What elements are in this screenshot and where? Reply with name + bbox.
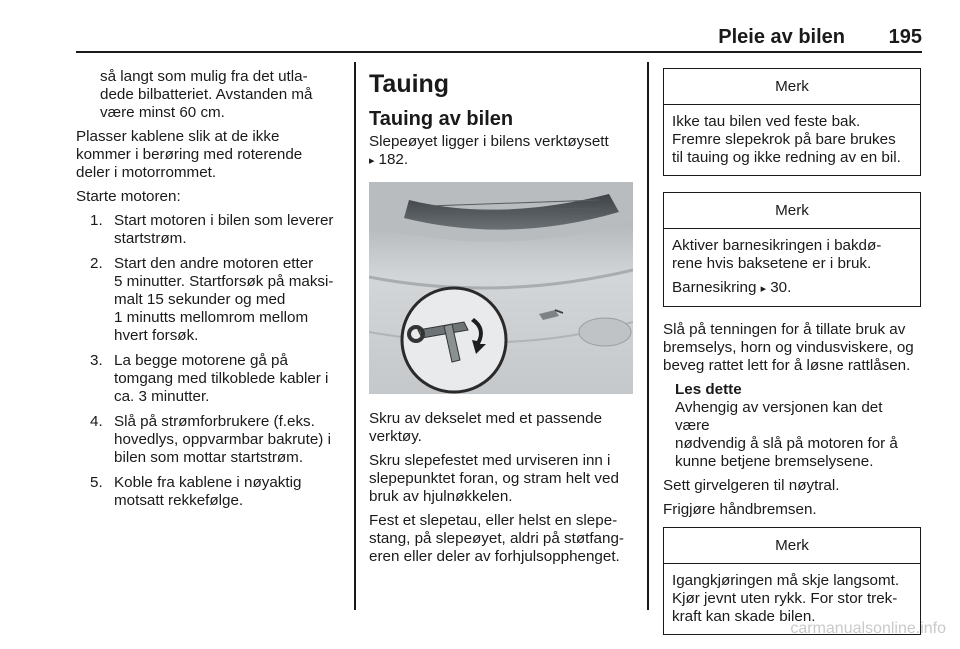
header-title: Pleie av bilen xyxy=(718,26,845,48)
watermark: carmanualsonline.info xyxy=(790,620,946,637)
page-number: 195 xyxy=(888,26,922,48)
paragraph: Fest et slepetau, eller helst en slepe- stang, på slepeøyet, aldri på støtfang- eren eller deler av forhjulsopphenget. xyxy=(369,512,624,565)
note-title: Merk xyxy=(664,69,920,105)
paragraph: Skru av dekselet med et passende verktøy. xyxy=(369,410,603,445)
note-box xyxy=(663,192,921,307)
left-column xyxy=(76,68,348,517)
column-divider-left xyxy=(354,62,356,610)
continuation-text: så langt som mulig fra det utla- dede bilbatteriet. Avstanden må være minst 60 cm. xyxy=(100,68,313,121)
column-divider-right xyxy=(647,62,649,610)
list-item: 3. La begge motorene gå på tomgang med tilkoblede kabler i ca. 3 minutter. xyxy=(90,352,329,405)
steps-intro: Starte motoren: xyxy=(76,188,181,205)
paragraph: Plasser kablene slik at de ikke kommer i berøring med roterende deler i motorrommet. xyxy=(76,128,303,181)
caution-text: Avhengig av versjonen kan det være nødvendig å slå på motoren for å kunne betjene bremselysene. xyxy=(675,399,898,470)
header-rule xyxy=(76,51,922,53)
list-item: 2. Start den andre motoren etter 5 minutter. Startforsøk på maksi- malt 15 sekunder og med 1 minutts mellomrom mellom hvert forsøk. xyxy=(90,255,334,344)
note-title: Merk xyxy=(664,193,920,229)
note-box xyxy=(663,68,921,176)
steps-list xyxy=(76,212,348,510)
note-text: Ikke tau bilen ved feste bak. Fremre slepekrok på bare brukes til tauing og ikke redning av en bil. xyxy=(672,113,901,166)
note-text: Igangkjøringen må skje langsomt. Kjør jevnt uten rykk. For stor trek- kraft kan skade bilen. xyxy=(672,572,900,625)
paragraph: Frigjøre håndbremsen. xyxy=(663,501,817,518)
paragraph: Skru slepefestet med urviseren inn i slepepunktet foran, og stram helt ved bruk av hjulnøkkelen. xyxy=(369,452,619,505)
note-text: Aktiver barnesikringen i bakdø- rene hvis baksetene er i bruk. xyxy=(672,237,882,272)
caution-title: Les dette xyxy=(675,381,742,398)
towing-eye-figure xyxy=(369,182,633,394)
list-item: 4. Slå på strømforbrukere (f.eks. hovedlys, oppvarmbar bakrute) i bilen som mottar startstrøm. xyxy=(90,413,331,466)
middle-column xyxy=(369,68,639,572)
note-ref-label: Barnesikring xyxy=(672,279,757,296)
note-title: Merk xyxy=(664,528,920,564)
list-item: 5. Koble fra kablene i nøyaktig motsatt rekkefølge. xyxy=(90,474,302,509)
list-item: 1. Start motoren i bilen som leverer startstrøm. xyxy=(90,212,334,247)
page-reference: ▸ 182. xyxy=(369,151,408,168)
page-reference: ▸ 30. xyxy=(761,279,792,296)
paragraph: Slå på tenningen for å tillate bruk av bremselys, horn og vindusviskere, og beveg rattet lett for å løsne rattlåsen. xyxy=(663,321,914,374)
caution-block xyxy=(663,381,921,471)
paragraph: Sett girvelgeren til nøytral. xyxy=(663,477,840,494)
right-column xyxy=(663,68,921,649)
intro-text: Slepeøyet ligger i bilens verktøysett xyxy=(369,133,609,150)
note-box xyxy=(663,527,921,635)
section-heading: Tauing xyxy=(369,70,450,98)
car-front-illustration xyxy=(369,182,633,394)
section-subheading: Tauing av bilen xyxy=(369,108,514,130)
